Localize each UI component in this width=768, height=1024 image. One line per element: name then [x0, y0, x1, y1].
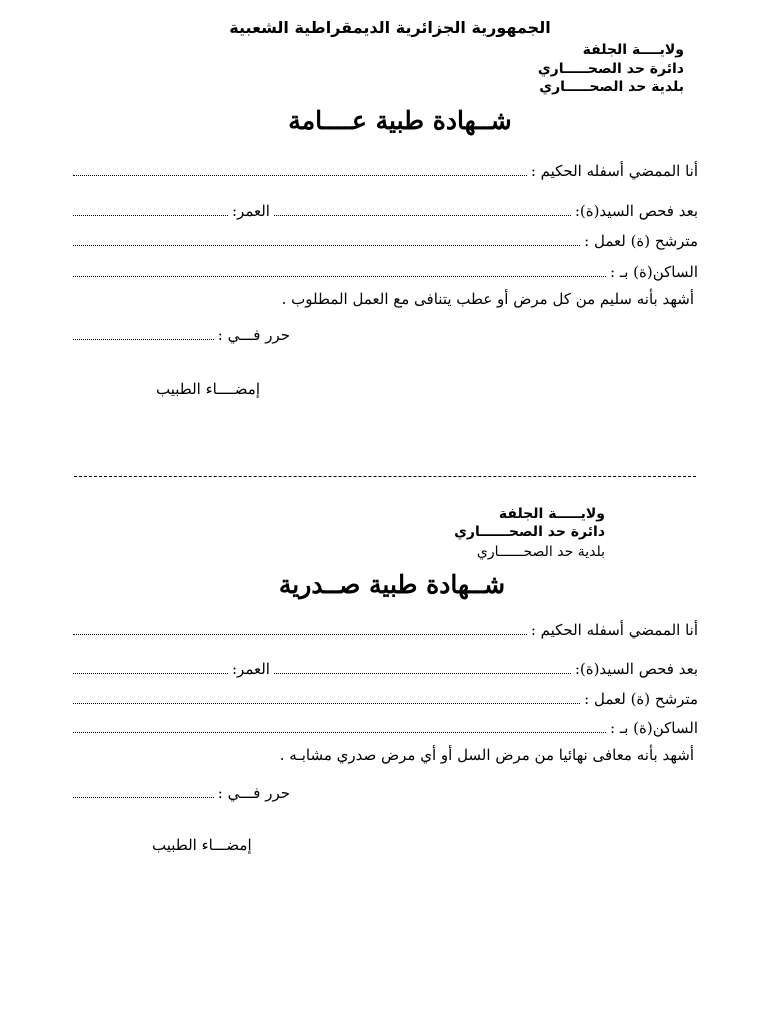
cert1-signatory-field[interactable]	[73, 161, 527, 176]
cert2-done-at-field[interactable]	[73, 783, 214, 798]
cert2-statement: أشهد بأنه معافى نهائيا من مرض السل أو أي مرض صدري مشابـه .	[279, 746, 694, 764]
cert2-candidate-label: مترشح (ة) لعمل :	[584, 690, 698, 708]
cert1-done-at-label: حرر فـــي :	[217, 326, 290, 344]
republic-heading: الجمهورية الجزائرية الديمقراطية الشعبية	[229, 18, 551, 37]
cert2-candidate-row	[73, 686, 698, 708]
cert1-resident-row	[73, 259, 698, 281]
cert1-examined-row	[73, 198, 698, 220]
cert2-baladia-line: بلدية حد الصحــــــاري	[476, 544, 605, 560]
cert2-daira-line: دائرة حد الصحــــــاري	[454, 524, 605, 540]
cert2-title: شــهادة طبية صــدرية	[278, 570, 506, 599]
cut-line-separator	[74, 476, 696, 477]
cert1-address-field[interactable]	[73, 262, 606, 277]
cert2-done-at-row	[73, 780, 290, 802]
cert2-age-field[interactable]	[73, 659, 228, 674]
cert1-title: شــهادة طبية عــــامة	[288, 106, 512, 135]
cert2-resident-label: الساكن(ة) بـ :	[610, 719, 698, 737]
baladia-line: بلدية حد الصحـــــاري	[539, 79, 684, 95]
cert1-age-field[interactable]	[73, 201, 228, 216]
cert2-examined-label: بعد فحص السيد(ة):	[574, 660, 698, 678]
cert1-name-field[interactable]	[274, 201, 571, 216]
cert2-signatory-row	[73, 617, 698, 639]
cert1-candidate-row	[73, 228, 698, 250]
wilaya-line: ولايــــة الجلفة	[582, 42, 684, 58]
cert1-signatory-label: أنا الممضي أسفله الحكيم :	[530, 162, 698, 180]
daira-line: دائرة حد الصحـــــاري	[537, 61, 684, 77]
cert2-resident-row	[73, 715, 698, 737]
cert1-resident-label: الساكن(ة) بـ :	[610, 263, 698, 281]
cert2-wilaya-line: ولايـــــة الجلفة	[498, 506, 605, 522]
cert1-statement: أشهد بأنه سليم من كل مرض أو عطب يتنافى مع العمل المطلوب .	[281, 290, 694, 308]
cert1-job-field[interactable]	[73, 231, 580, 246]
cert1-done-at-row	[73, 322, 290, 344]
cert2-job-field[interactable]	[73, 689, 580, 704]
cert2-age-label: العمر:	[232, 660, 270, 678]
cert1-age-label: العمر:	[232, 202, 270, 220]
cert1-done-at-field[interactable]	[73, 325, 214, 340]
cert2-done-at-label: حرر فـــي :	[217, 784, 290, 802]
cert2-signatory-label: أنا الممضي أسفله الحكيم :	[530, 621, 698, 639]
cert1-doctor-signature: إمضــــاء الطبيب	[156, 380, 261, 398]
cert2-name-field[interactable]	[274, 659, 571, 674]
cert2-signatory-field[interactable]	[73, 620, 527, 635]
cert2-doctor-signature: إمضـــاء الطبيب	[152, 836, 252, 854]
cert1-signatory-row	[73, 158, 698, 180]
cert1-examined-label: بعد فحص السيد(ة):	[574, 202, 698, 220]
cert2-examined-row	[73, 656, 698, 678]
cert1-candidate-label: مترشح (ة) لعمل :	[584, 232, 698, 250]
cert2-address-field[interactable]	[73, 718, 606, 733]
